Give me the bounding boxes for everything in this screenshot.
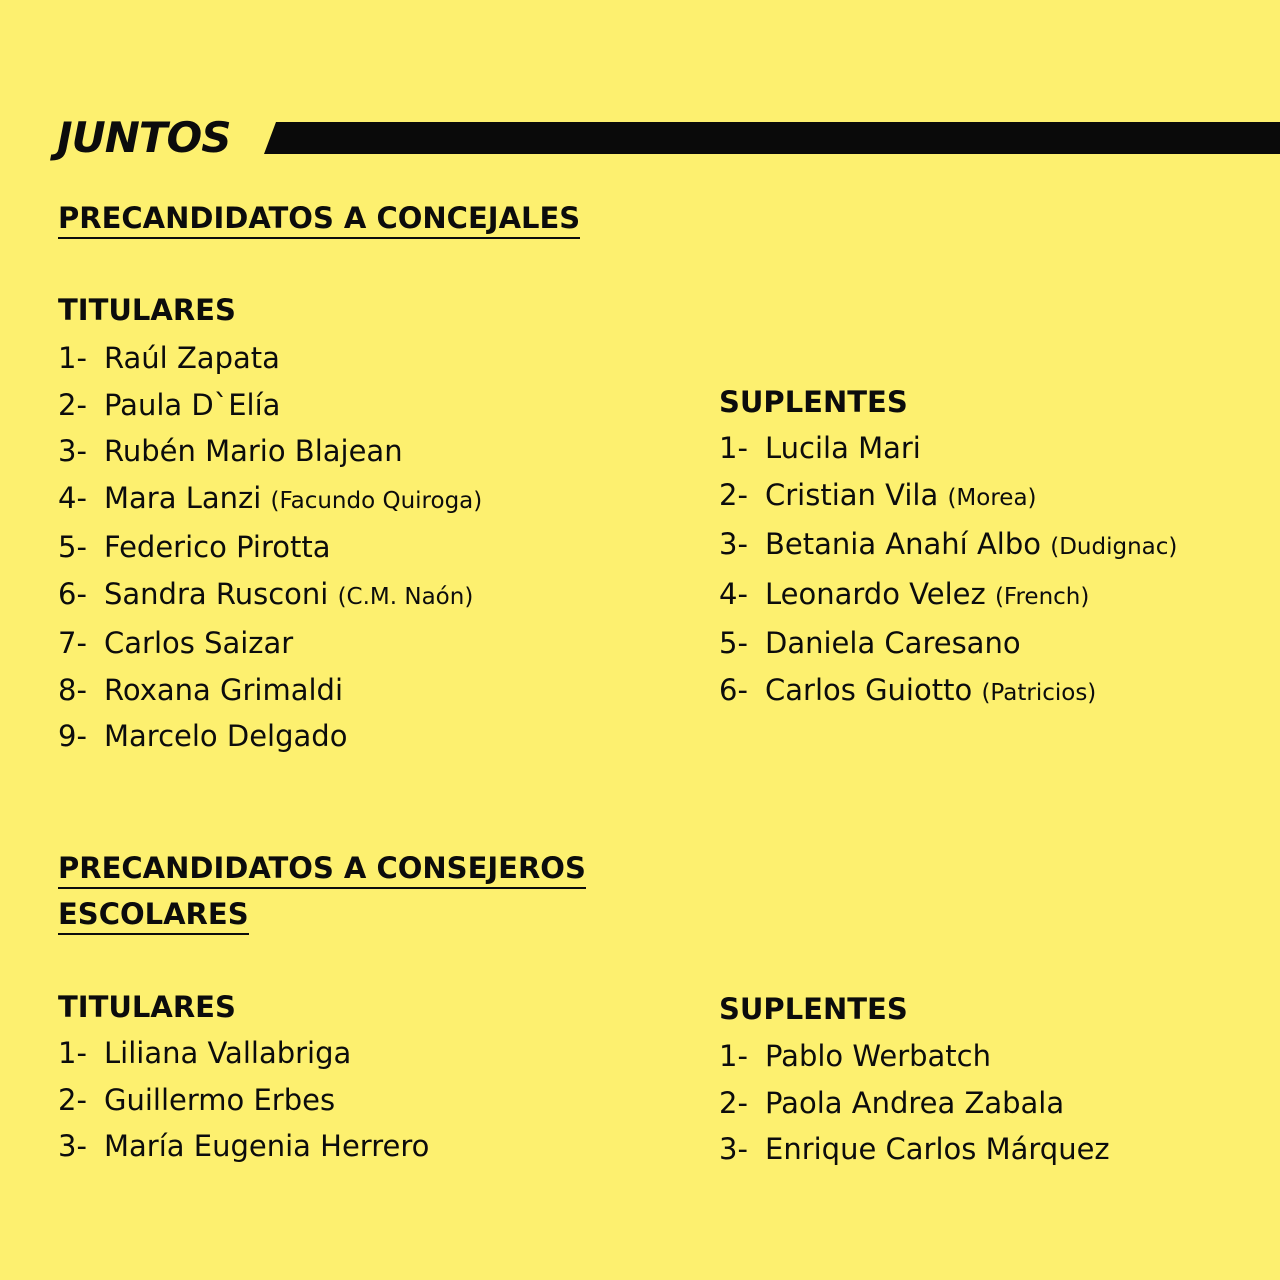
consejeros-suplentes-list bbox=[719, 1033, 1110, 1173]
candidate-number: 9- bbox=[58, 719, 87, 753]
candidate-number: 8- bbox=[58, 672, 87, 707]
section-title-consejeros-line2: ESCOLARES bbox=[58, 895, 249, 935]
candidate-number: 2- bbox=[58, 387, 87, 422]
candidate-item bbox=[58, 1030, 429, 1077]
candidate-name: Raúl Zapata bbox=[104, 341, 280, 375]
candidate-name: Mara Lanzi bbox=[104, 480, 262, 515]
section-title-concejales-text: PRECANDIDATOS A CONCEJALES bbox=[58, 199, 580, 239]
section-title-concejales bbox=[58, 195, 580, 241]
candidate-item bbox=[58, 667, 482, 714]
candidate-name: Liliana Vallabriga bbox=[104, 1036, 352, 1070]
candidate-name: Marcelo Delgado bbox=[104, 719, 348, 753]
candidate-item bbox=[58, 571, 482, 621]
candidate-number: 5- bbox=[719, 626, 748, 660]
candidate-item bbox=[719, 571, 1177, 621]
candidate-name: Federico Pirotta bbox=[104, 530, 331, 564]
candidate-name: Carlos Guiotto bbox=[765, 672, 973, 707]
candidate-item bbox=[58, 382, 482, 429]
candidate-item bbox=[719, 1126, 1110, 1173]
candidate-number: 4- bbox=[719, 576, 748, 611]
candidate-item bbox=[58, 335, 482, 382]
candidate-name: Enrique Carlos Márquez bbox=[765, 1132, 1110, 1166]
candidate-item bbox=[719, 425, 1177, 472]
section-title-consejeros bbox=[58, 845, 586, 937]
candidate-name: Lucila Mari bbox=[765, 431, 921, 465]
candidate-number: 1- bbox=[58, 341, 87, 375]
candidate-number: 2- bbox=[719, 1085, 748, 1120]
candidate-number: 2- bbox=[58, 1082, 87, 1117]
candidate-number: 3- bbox=[58, 434, 87, 468]
consejeros-suplentes-heading: SUPLENTES bbox=[719, 992, 908, 1026]
candidate-name: Carlos Saizar bbox=[104, 626, 294, 660]
candidate-locality: (French) bbox=[994, 583, 1090, 610]
candidate-locality: (Morea) bbox=[947, 484, 1037, 511]
candidate-number: 2- bbox=[719, 477, 748, 512]
candidate-item bbox=[719, 1033, 1110, 1080]
candidate-name: Betania Anahí Albo bbox=[765, 527, 1041, 561]
candidate-number: 3- bbox=[719, 1132, 748, 1166]
brand-stripe bbox=[264, 122, 1280, 154]
candidate-item bbox=[58, 524, 482, 571]
candidate-number: 6- bbox=[719, 672, 748, 707]
candidate-number: 4- bbox=[58, 480, 87, 515]
candidate-number: 5- bbox=[58, 530, 87, 564]
candidate-name: Rubén Mario Blajean bbox=[104, 434, 403, 468]
candidate-item bbox=[58, 1123, 429, 1170]
candidate-number: 6- bbox=[58, 576, 87, 611]
candidate-item bbox=[58, 475, 482, 525]
candidate-number: 3- bbox=[58, 1129, 87, 1163]
section-title-consejeros-line1: PRECANDIDATOS A CONSEJEROS bbox=[58, 849, 586, 889]
candidate-item bbox=[58, 428, 482, 475]
concejales-suplentes-heading: SUPLENTES bbox=[719, 385, 908, 419]
candidate-name: Pablo Werbatch bbox=[765, 1039, 991, 1073]
brand-title: JUNTOS bbox=[57, 113, 231, 162]
candidate-number: 7- bbox=[58, 626, 87, 660]
candidate-item bbox=[58, 1077, 429, 1124]
candidate-number: 3- bbox=[719, 527, 748, 561]
candidate-item bbox=[58, 713, 482, 760]
candidate-name: María Eugenia Herrero bbox=[104, 1129, 430, 1163]
candidate-name: Paula D`Elía bbox=[104, 387, 281, 422]
candidate-number: 1- bbox=[58, 1036, 87, 1070]
candidate-name: Paola Andrea Zabala bbox=[765, 1085, 1065, 1120]
candidate-locality: (Patricios) bbox=[981, 679, 1097, 706]
candidate-item bbox=[719, 472, 1177, 522]
concejales-suplentes-list bbox=[719, 425, 1177, 716]
candidate-name: Sandra Rusconi bbox=[104, 576, 329, 611]
candidate-name: Cristian Vila bbox=[765, 477, 939, 512]
candidate-number: 1- bbox=[719, 1039, 748, 1073]
candidate-locality: (C.M. Naón) bbox=[337, 583, 474, 610]
consejeros-titulares-list bbox=[58, 1030, 429, 1170]
candidate-locality: (Dudignac) bbox=[1050, 534, 1178, 560]
candidate-locality: (Facundo Quiroga) bbox=[270, 487, 483, 514]
candidate-item bbox=[58, 620, 482, 667]
candidate-item bbox=[719, 667, 1177, 717]
candidate-item bbox=[719, 1080, 1110, 1127]
concejales-titulares-list bbox=[58, 335, 482, 760]
candidate-name: Leonardo Velez bbox=[765, 576, 986, 611]
candidate-name: Roxana Grimaldi bbox=[104, 672, 343, 707]
candidate-item bbox=[719, 620, 1177, 667]
consejeros-titulares-heading: TITULARES bbox=[58, 990, 236, 1024]
concejales-titulares-heading: TITULARES bbox=[58, 293, 236, 327]
candidate-name: Daniela Caresano bbox=[765, 626, 1021, 660]
candidate-number: 1- bbox=[719, 431, 748, 465]
candidate-name: Guillermo Erbes bbox=[104, 1082, 336, 1117]
candidate-item bbox=[719, 521, 1177, 571]
